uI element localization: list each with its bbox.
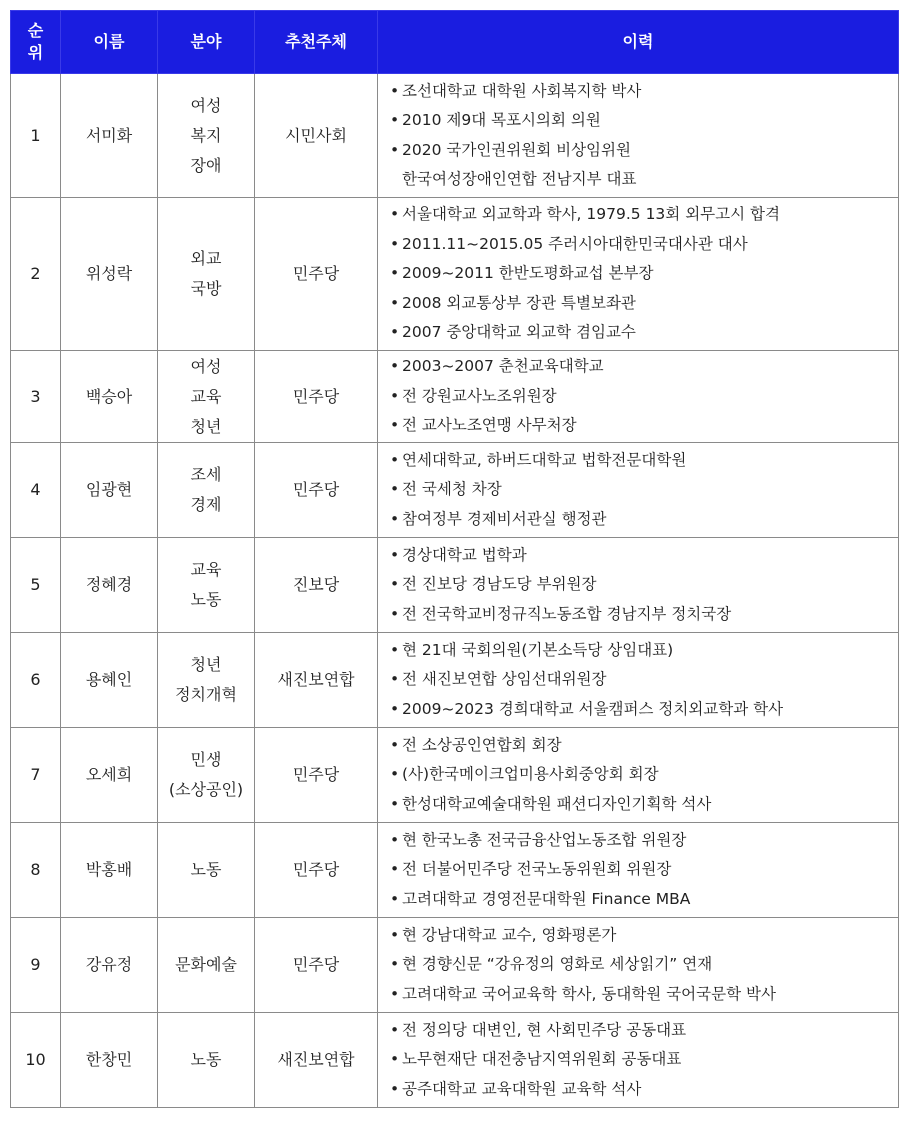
bullet-icon: •: [390, 450, 400, 469]
name-cell: 박홍배: [61, 823, 158, 918]
recommender-cell: 민주당: [255, 918, 378, 1013]
bullet-icon: •: [390, 386, 400, 405]
bullet-icon: •: [390, 264, 400, 283]
name-cell: 한창민: [61, 1013, 158, 1108]
history-text: 2010 제9대 목포시의회 의원: [402, 111, 601, 129]
recommender-cell: 시민사회: [255, 74, 378, 198]
history-text: 서울대학교 외교학과 학사, 1979.5 13회 외무고시 합격: [402, 205, 780, 224]
recommender-cell: 민주당: [255, 823, 378, 918]
bullet-icon: •: [390, 830, 400, 849]
table-row: [11, 351, 899, 443]
name-cell: 임광현: [61, 443, 158, 538]
history-item: [390, 636, 898, 666]
history-text: 전 교사노조연맹 사무처장: [402, 416, 577, 435]
history-text: 조선대학교 대학원 사회복지학 박사: [402, 81, 642, 100]
history-cell: [378, 633, 899, 728]
bullet-icon: •: [390, 699, 400, 718]
table-row: [11, 633, 899, 728]
history-text: 전 전국학교비정규직노동조합 경남지부 정치국장: [402, 604, 732, 623]
history-item: [390, 541, 898, 571]
history-text: 2020 국가인권위원회 비상임위원: [402, 140, 631, 159]
header-name: 이름: [61, 11, 158, 74]
history-text: 전 소상공인연합회 회장: [402, 735, 562, 754]
history-item: [390, 731, 898, 761]
history-item: [390, 475, 898, 505]
bullet-icon: •: [390, 545, 400, 564]
history-item: [390, 411, 898, 441]
history-item: [390, 289, 898, 319]
field-line: 교육: [190, 386, 222, 406]
name-cell: 백승아: [61, 351, 158, 443]
rank-cell: 4: [11, 443, 61, 538]
bullet-icon: •: [390, 765, 400, 784]
bullet-icon: •: [390, 480, 400, 499]
history-text: 전 강원교사노조위원장: [402, 386, 557, 405]
history-text: (사)한국메이크업미용사회중앙회 회장: [402, 765, 659, 784]
history-item: [390, 885, 898, 915]
field-line: 국방: [190, 279, 222, 298]
history-text: 노무현재단 대전충남지역위원회 공동대표: [402, 1050, 682, 1069]
bullet-icon: •: [390, 111, 400, 129]
rank-cell: 9: [11, 918, 61, 1013]
rank-cell: 7: [11, 728, 61, 823]
history-item: [390, 352, 898, 382]
history-cell: [378, 198, 899, 351]
field-line: 청년: [190, 655, 222, 674]
table-row: [11, 1013, 899, 1108]
rank-cell: 2: [11, 198, 61, 351]
bullet-icon: •: [390, 416, 400, 435]
field-cell: [158, 351, 255, 443]
history-text: 경상대학교 법학과: [402, 545, 527, 564]
field-cell: [158, 633, 255, 728]
bullet-icon: •: [390, 604, 400, 623]
bullet-icon: •: [390, 1050, 400, 1069]
history-item: [390, 165, 898, 195]
field-line: 외교: [190, 249, 222, 268]
field-line: 여성: [190, 356, 222, 376]
history-text: 2003~2007 춘천교육대학교: [402, 357, 604, 376]
field-line: 문화예술: [175, 955, 237, 974]
field-line: 조세: [190, 465, 222, 484]
field-line: 노동: [190, 860, 222, 879]
recommender-cell: 민주당: [255, 351, 378, 443]
field-line: 노동: [190, 590, 222, 609]
table-row: [11, 918, 899, 1013]
field-cell: [158, 198, 255, 351]
history-text: 고려대학교 국어교육학 학사, 동대학원 국어국문학 박사: [402, 984, 776, 1003]
field-cell: [158, 918, 255, 1013]
rank-cell: 6: [11, 633, 61, 728]
bullet-icon: •: [390, 925, 400, 944]
history-text: 전 더불어민주당 전국노동위원회 위원장: [402, 860, 672, 879]
header-rank: 순 위: [11, 11, 61, 74]
history-item: [390, 259, 898, 289]
name-cell: 서미화: [61, 74, 158, 198]
field-line: 노동: [190, 1050, 222, 1069]
name-cell: 용혜인: [61, 633, 158, 728]
field-cell: [158, 538, 255, 633]
table-row: [11, 443, 899, 538]
history-item: [390, 1075, 898, 1105]
bullet-icon: •: [390, 735, 400, 754]
field-cell: [158, 1013, 255, 1108]
history-item: [390, 826, 898, 856]
field-line: 장애: [190, 155, 222, 175]
recommender-cell: 진보당: [255, 538, 378, 633]
history-item: [390, 318, 898, 348]
history-text: 연세대학교, 하버드대학교 법학전문대학원: [402, 450, 687, 469]
bullet-icon: •: [390, 1020, 400, 1039]
field-line: 경제: [190, 495, 222, 514]
bullet-icon: •: [390, 984, 400, 1003]
history-text: 2008 외교통상부 장관 특별보좌관: [402, 293, 636, 312]
history-item: [390, 600, 898, 630]
rank-cell: 3: [11, 351, 61, 443]
history-text: 2007 중앙대학교 외교학 겸임교수: [402, 323, 636, 342]
history-item: [390, 1045, 898, 1075]
bullet-icon: •: [390, 955, 400, 974]
rank-cell: 10: [11, 1013, 61, 1108]
history-item: [390, 855, 898, 885]
name-cell: 오세희: [61, 728, 158, 823]
bullet-icon: •: [390, 670, 400, 689]
history-item: [390, 200, 898, 230]
history-text: 고려대학교 경영전문대학원 Finance MBA: [402, 889, 691, 908]
history-item: [390, 570, 898, 600]
history-item: [390, 695, 898, 725]
rank-cell: 1: [11, 74, 61, 198]
field-line: 청년: [190, 416, 222, 436]
history-text: 현 21대 국회의원(기본소득당 상임대표): [402, 640, 674, 659]
history-text: 2009~2011 한반도평화교섭 본부장: [402, 264, 654, 283]
recommender-cell: 민주당: [255, 198, 378, 351]
field-line: 민생: [190, 750, 222, 769]
history-cell: [378, 74, 899, 198]
history-item: [390, 77, 898, 107]
table-body: [11, 74, 899, 1108]
table-row: [11, 823, 899, 918]
bullet-icon: •: [390, 293, 400, 312]
history-item: [390, 790, 898, 820]
rank-cell: 5: [11, 538, 61, 633]
field-line: 정치개혁: [175, 685, 237, 704]
history-cell: [378, 728, 899, 823]
bullet-icon: •: [390, 205, 400, 224]
recommender-cell: 민주당: [255, 443, 378, 538]
field-cell: [158, 443, 255, 538]
history-text: 현 경향신문 “강유정의 영화로 세상읽기” 연재: [402, 955, 713, 974]
name-cell: 강유정: [61, 918, 158, 1013]
bullet-icon: •: [390, 234, 400, 253]
history-item: [390, 980, 898, 1010]
name-cell: 위성락: [61, 198, 158, 351]
field-line: 교육: [190, 560, 222, 579]
history-text: 전 새진보연합 상임선대위원장: [402, 670, 607, 689]
recommender-cell: 새진보연합: [255, 1013, 378, 1108]
history-item: [390, 505, 898, 535]
history-cell: [378, 1013, 899, 1108]
history-item: [390, 950, 898, 980]
field-line: 여성: [190, 95, 222, 115]
header-history: 이력: [378, 11, 899, 74]
history-cell: [378, 538, 899, 633]
recommender-cell: 민주당: [255, 728, 378, 823]
bullet-icon: •: [390, 794, 400, 813]
history-item: [390, 382, 898, 412]
bullet-icon: •: [390, 889, 400, 908]
field-cell: [158, 823, 255, 918]
history-text: 전 국세청 차장: [402, 480, 502, 499]
candidate-table: [10, 10, 899, 1108]
name-cell: 정혜경: [61, 538, 158, 633]
history-cell: [378, 823, 899, 918]
recommender-cell: 새진보연합: [255, 633, 378, 728]
table-row: [11, 538, 899, 633]
history-cell: [378, 443, 899, 538]
history-item: [390, 665, 898, 695]
history-text: 공주대학교 교육대학원 교육학 석사: [402, 1079, 642, 1098]
bullet-icon: •: [390, 575, 400, 594]
history-item: [390, 446, 898, 476]
bullet-icon: •: [390, 1079, 400, 1098]
header-field: 분야: [158, 11, 255, 74]
history-cell: [378, 918, 899, 1013]
table-row: [11, 74, 899, 198]
history-text: 전 진보당 경남도당 부위원장: [402, 575, 597, 594]
history-item: [390, 921, 898, 951]
history-item: [390, 136, 898, 166]
bullet-icon: •: [390, 640, 400, 659]
history-text: 2009~2023 경희대학교 서울캠퍼스 정치외교학과 학사: [402, 699, 784, 718]
bullet-icon: •: [390, 860, 400, 879]
history-item: [390, 1016, 898, 1046]
history-cell: [378, 351, 899, 443]
history-text: 한성대학교예술대학원 패션디자인기획학 석사: [402, 794, 712, 813]
bullet-icon: •: [390, 323, 400, 342]
history-text: 현 한국노총 전국금융산업노동조합 위원장: [402, 830, 687, 849]
bullet-icon: •: [390, 140, 400, 159]
field-line: 복지: [190, 125, 222, 145]
history-item: [390, 106, 898, 136]
header-row: [11, 11, 899, 74]
history-text: 한국여성장애인연합 전남지부 대표: [402, 170, 637, 188]
history-text: 2011.11~2015.05 주러시아대한민국대사관 대사: [402, 234, 748, 253]
table-row: [11, 198, 899, 351]
field-line: (소상공인): [168, 780, 244, 799]
history-text: 전 정의당 대변인, 현 사회민주당 공동대표: [402, 1020, 687, 1039]
field-cell: [158, 728, 255, 823]
header-recommender: 추천주체: [255, 11, 378, 74]
history-text: 현 강남대학교 교수, 영화평론가: [402, 925, 617, 944]
table-row: [11, 728, 899, 823]
field-cell: [158, 74, 255, 198]
rank-cell: 8: [11, 823, 61, 918]
bullet-icon: •: [390, 357, 400, 376]
history-item: [390, 230, 898, 260]
bullet-icon: •: [390, 509, 400, 528]
history-text: 참여정부 경제비서관실 행정관: [402, 509, 607, 528]
bullet-icon: •: [390, 81, 400, 100]
history-item: [390, 760, 898, 790]
